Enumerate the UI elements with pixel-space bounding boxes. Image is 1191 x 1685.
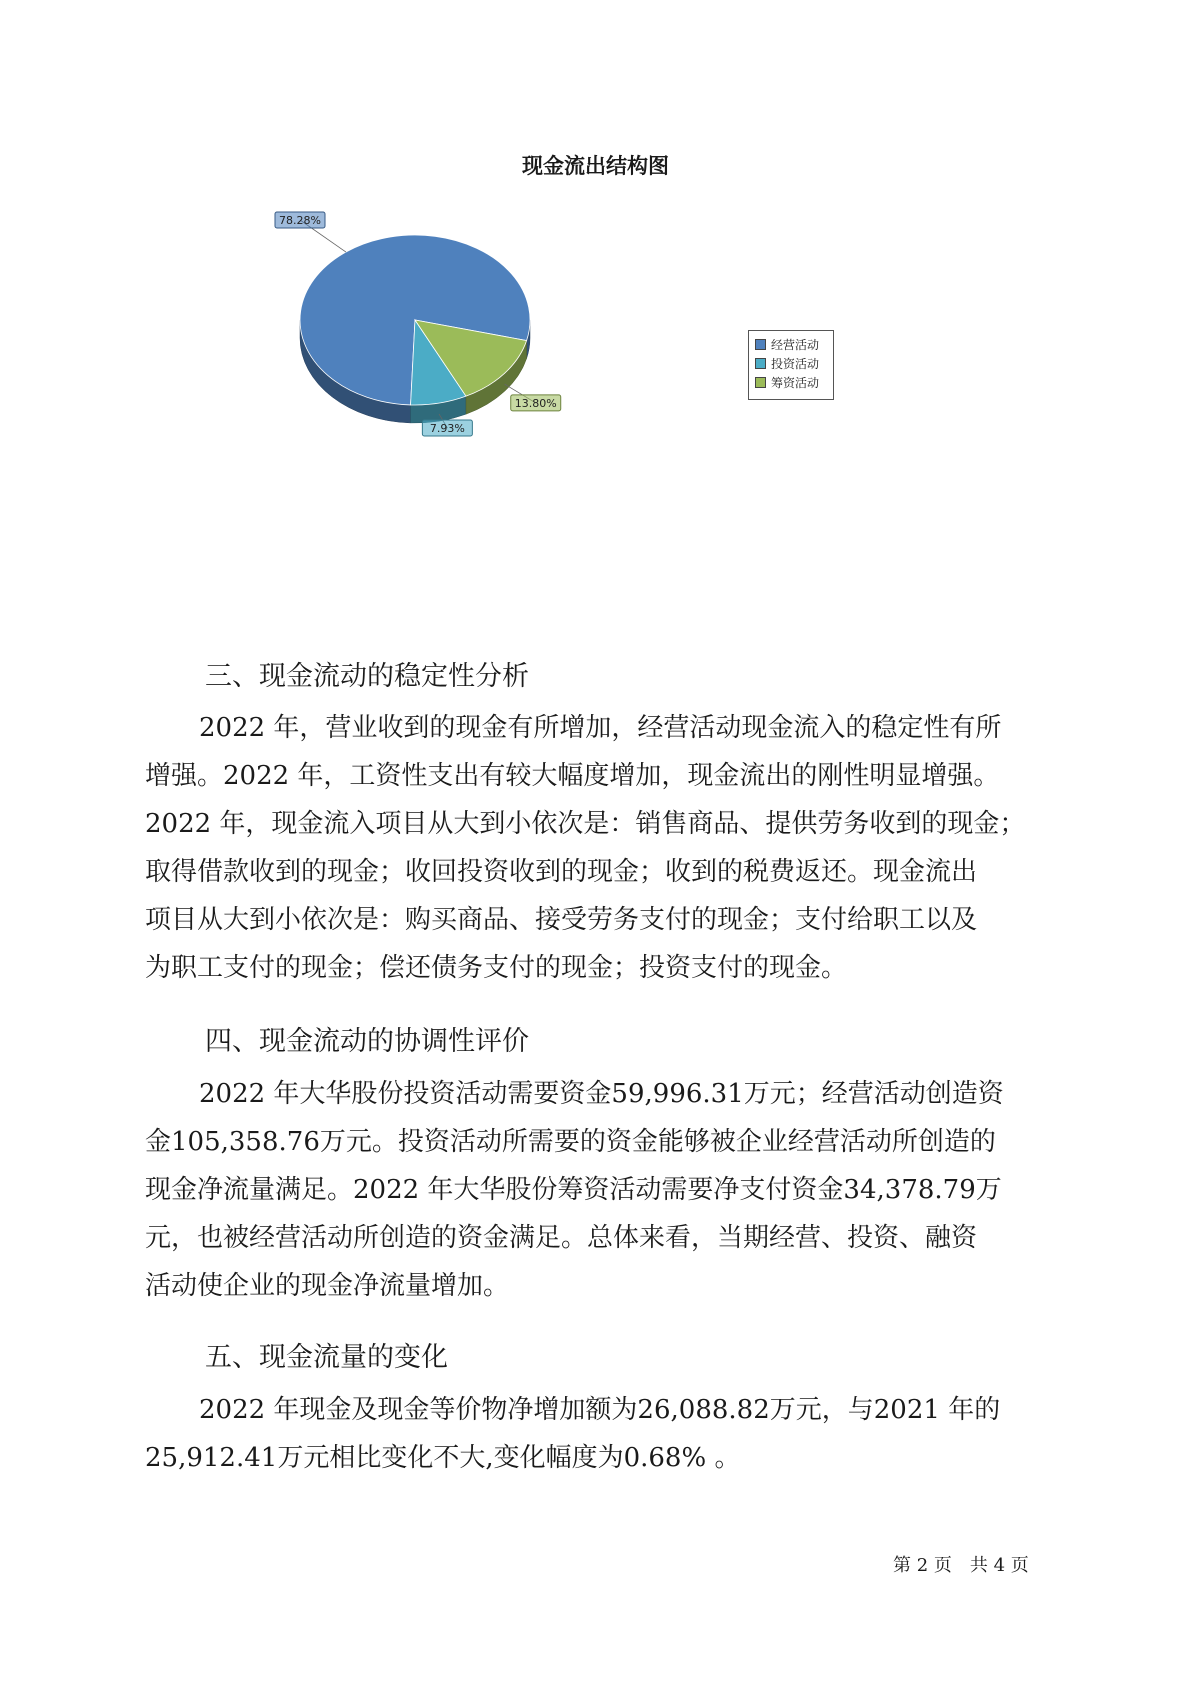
pie-chart	[270, 210, 570, 440]
text-line: 2022 年大华股份投资活动需要资金59,996.31万元；经营活动创造资	[199, 1079, 1004, 1109]
text-line: 2022 年，现金流入项目从大到小依次是：销售商品、提供劳务收到的现金；	[145, 809, 1026, 839]
text-line: 增强。2022 年，工资性支出有较大幅度增加，现金流出的刚性明显增强。	[145, 761, 1000, 791]
data-label: 13.80%	[514, 396, 557, 410]
legend-item	[755, 354, 827, 373]
text-line: 为职工支付的现金；偿还债务支付的现金；投资支付的现金。	[145, 953, 848, 983]
paragraph	[145, 1386, 1051, 1482]
data-label: 78.28%	[279, 214, 321, 227]
chart-legend	[748, 330, 834, 400]
text-line: 2022 年现金及现金等价物净增加额为26,088.82万元，与2021 年的	[199, 1395, 1001, 1425]
text-line: 金105,358.76万元。投资活动所需要的资金能够被企业经营活动所创造的	[145, 1127, 996, 1157]
legend-label: 筹资活动	[771, 376, 820, 390]
legend-label: 投资活动	[771, 357, 820, 371]
legend-item	[755, 373, 827, 392]
text-line: 现金净流量满足。2022 年大华股份筹资活动需要净支付资金34,378.79万	[145, 1175, 1002, 1205]
data-label: 7.93%	[429, 422, 465, 435]
text-line: 元，也被经营活动所创造的资金满足。总体来看，当期经营、投资、融资	[145, 1223, 978, 1253]
section-heading: 五、现金流量的变化	[205, 1342, 448, 1373]
page-number: 第 2 页 共 4 页	[893, 1555, 1029, 1576]
paragraph	[145, 704, 1051, 992]
text-line: 活动使企业的现金净流量增加。	[145, 1271, 510, 1301]
text-line: 2022 年，营业收到的现金有所增加，经营活动现金流入的稳定性有所	[199, 713, 1002, 743]
legend-swatch	[755, 377, 766, 388]
section-heading: 三、现金流动的稳定性分析	[205, 661, 529, 692]
legend-swatch	[755, 339, 766, 350]
text-line: 25,912.41万元相比变化不大,变化幅度为0.68% 。	[145, 1443, 741, 1473]
paragraph	[145, 1070, 1051, 1310]
section-heading: 四、现金流动的协调性评价	[205, 1026, 529, 1057]
legend-swatch	[755, 358, 766, 369]
legend-item	[755, 335, 827, 354]
legend-label: 经营活动	[771, 338, 820, 352]
chart-title: 现金流出结构图	[522, 154, 669, 178]
text-line: 项目从大到小依次是：购买商品、接受劳务支付的现金；支付给职工以及	[145, 905, 978, 935]
text-line: 取得借款收到的现金；收回投资收到的现金；收到的税费返还。现金流出	[145, 857, 978, 887]
